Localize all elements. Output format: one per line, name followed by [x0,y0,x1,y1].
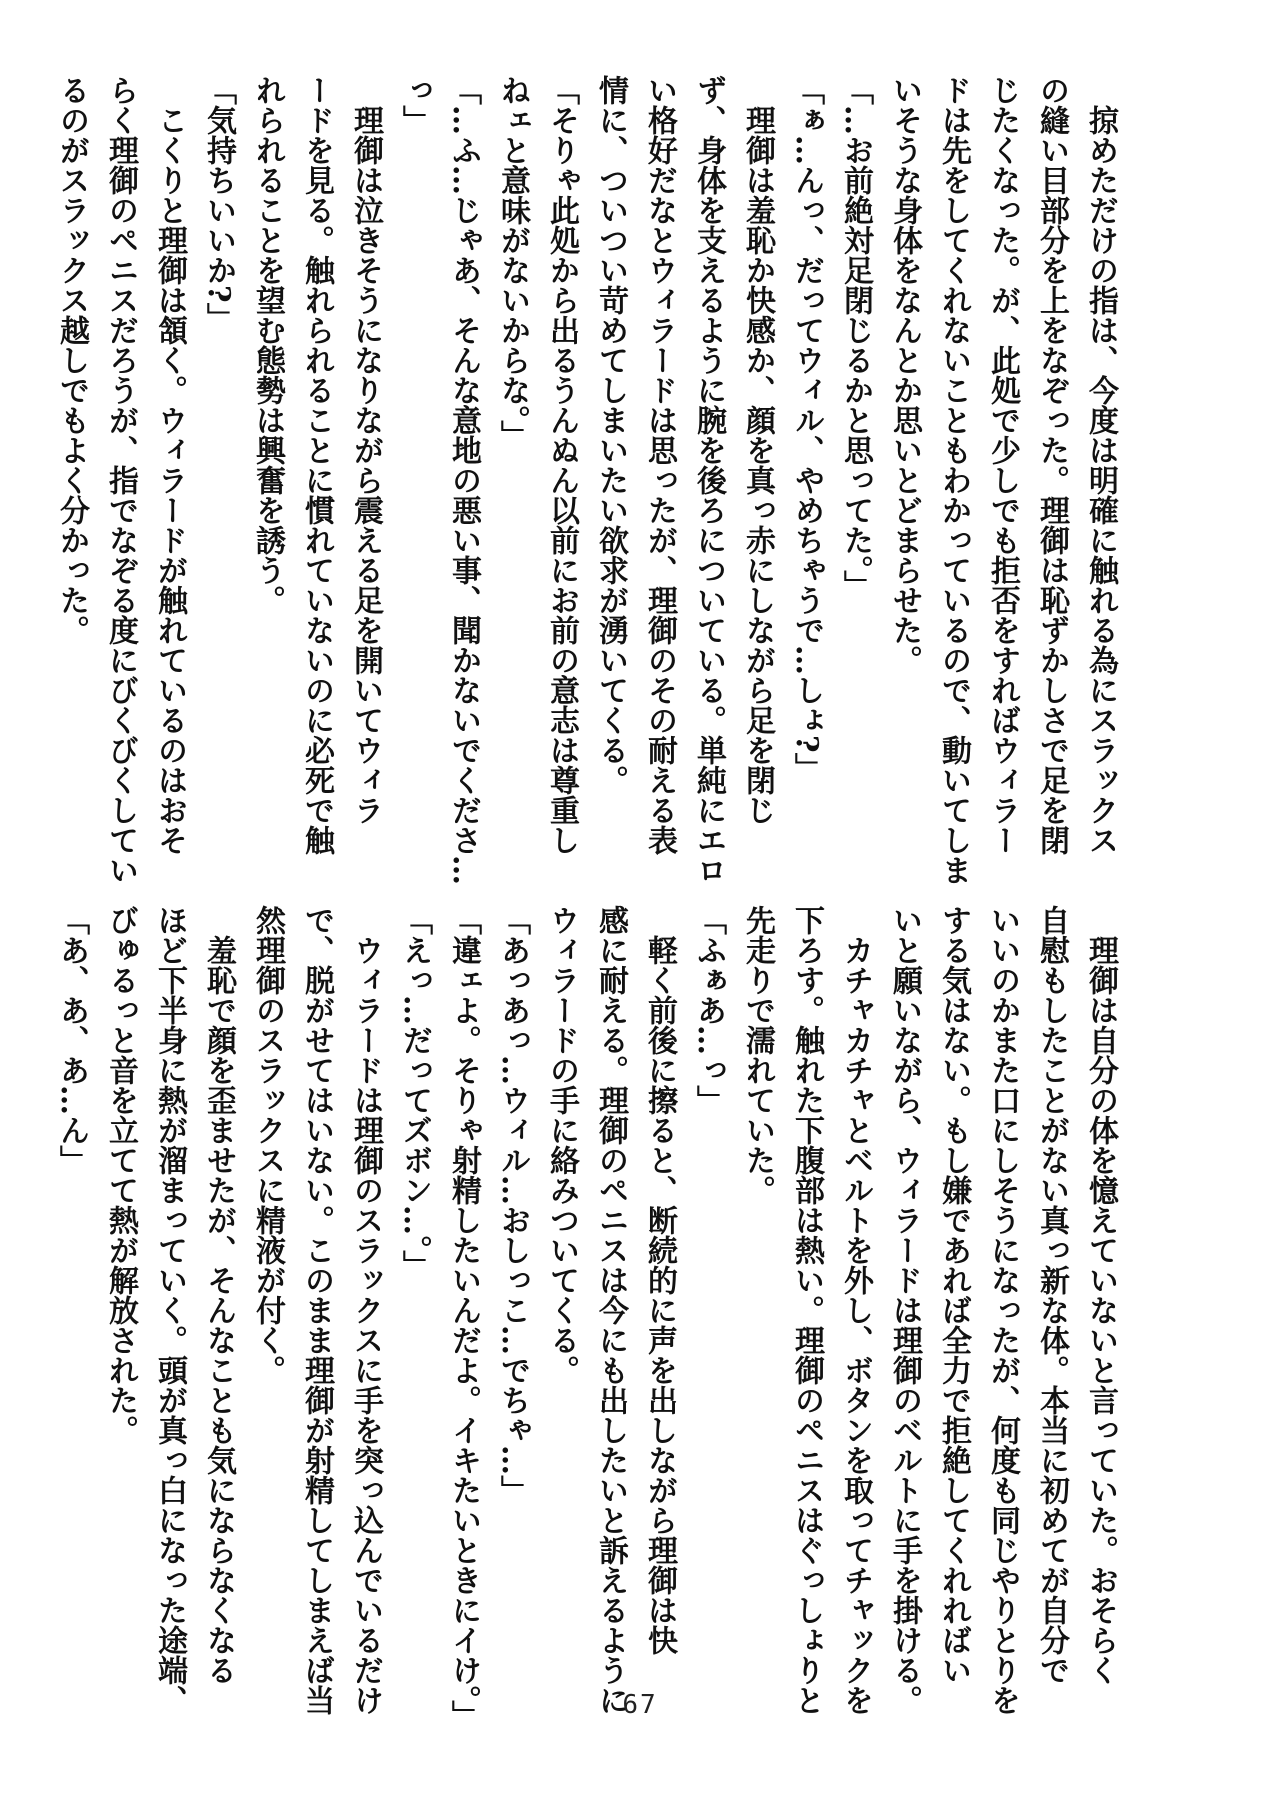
text-block-top [54,75,1125,885]
text-line: 先走りで濡れていた。 [740,905,775,1205]
text-line: れられることを望む態勢は興奮を誘う。 [250,75,285,615]
text-line: いと願いながら、ウィラードは理御のベルトに手を掛ける。 [887,905,922,1715]
text-line: びゅるっと音を立てて熱が解放された。 [103,905,138,1445]
text-line: 然理御のスラックスに精液が付く。 [250,905,285,1385]
text-line: ウィラードは理御のスラックスに手を突っ込んでいるだけ [348,935,383,1715]
text-line: いいのかまた口にしそうになったが、何度も同じやりとりを [985,905,1020,1715]
text-line: 「あっあっ…ウィル…おしっこ…でちゃ…」 [495,905,530,1505]
text-line: 感に耐える。理御のペニスは今にも出したいと訴えるように [593,905,628,1715]
text-line: ず、身体を支えるように腕を後ろについている。単純にエロ [691,75,726,885]
text-line: 羞恥で顔を歪ませたが、そんなことも気にならなくなる [201,935,236,1685]
text-line: ねェと意味がないからな。」 [495,75,530,450]
text-line: ードを見る。触れられることに慣れていないのに必死で触 [299,75,334,855]
text-line: 下ろす。触れた下腹部は熱い。理御のペニスはぐっしょりと [789,905,824,1715]
text-line: 「気持ちいいか?」 [201,75,236,333]
text-line: 情に、ついつい苛めてしまいたい欲求が湧いてくる。 [593,75,628,795]
text-line: ウィラードの手に絡みついてくる。 [544,905,579,1385]
text-line: で、脱がせてはいない。このまま理御が射精してしまえば当 [299,905,334,1715]
text-line: 「えっ…だってズボン…。」 [397,905,432,1280]
text-line: 理御は羞恥か快感か、顔を真っ赤にしながら足を閉じ [740,105,775,825]
text-line: 理御は泣きそうになりながら震える足を開いてウィラ [348,105,383,825]
text-line: るのがスラックス越しでもよく分かった。 [54,75,89,645]
text-line: カチャカチャとベルトを外し、ボタンを取ってチャックを [838,935,873,1715]
text-line: の縫い目部分を上をなぞった。理御は恥ずかしさで足を閉 [1034,75,1069,855]
text-line: 「ぁ…んっ、だってウィル、やめちゃうで…しょ?」 [789,75,824,783]
text-line: いそうな身体をなんとか思いとどまらせた。 [887,75,922,675]
text-line: らく理御のペニスだろうが、指でなぞる度にびくびくしてい [103,75,138,885]
text-line: 「…ふ…じゃあ、そんな意地の悪い事、聞かないでくださ… [446,75,481,885]
text-line: こくりと理御は頷く。ウィラードが触れているのはおそ [152,105,187,855]
text-line: 「…お前絶対足閉じるかと思ってた。」 [838,75,873,600]
text-line: ドは先をしてくれないこともわかっているので、動いてしま [936,75,971,885]
text-line: 「そりゃ此処から出るうんぬん以前にお前の意志は尊重し [544,75,579,855]
text-line: っ」 [397,75,432,135]
text-line: 「あ、あ、あ…ん」 [54,905,89,1175]
text-line: じたくなった。が、此処で少しでも拒否をすればウィラー [985,75,1020,855]
text-line: する気はない。もし嫌であれば全力で拒絶してくれればい [936,905,971,1685]
text-line: 「ふぁあ…っ」 [691,905,726,1115]
text-line: 掠めただけの指は、今度は明確に触れる為にスラックス [1083,105,1118,855]
text-line: 自慰もしたことがない真っ新な体。本当に初めてが自分で [1034,905,1069,1685]
text-line: ほど下半身に熱が溜まっていく。頭が真っ白になった途端、 [152,905,187,1715]
text-line: 軽く前後に擦ると、断続的に声を出しながら理御は快 [642,935,677,1655]
text-line: 「違ェよ。そりゃ射精したいんだよ。イキたいときにイけ。」 [446,905,481,1730]
text-line: い格好だなとウィラードは思ったが、理御のその耐える表 [642,75,677,855]
text-line: 理御は自分の体を憶えていないと言っていた。おそらく [1083,935,1118,1685]
page-number: 67 [622,1690,658,1720]
